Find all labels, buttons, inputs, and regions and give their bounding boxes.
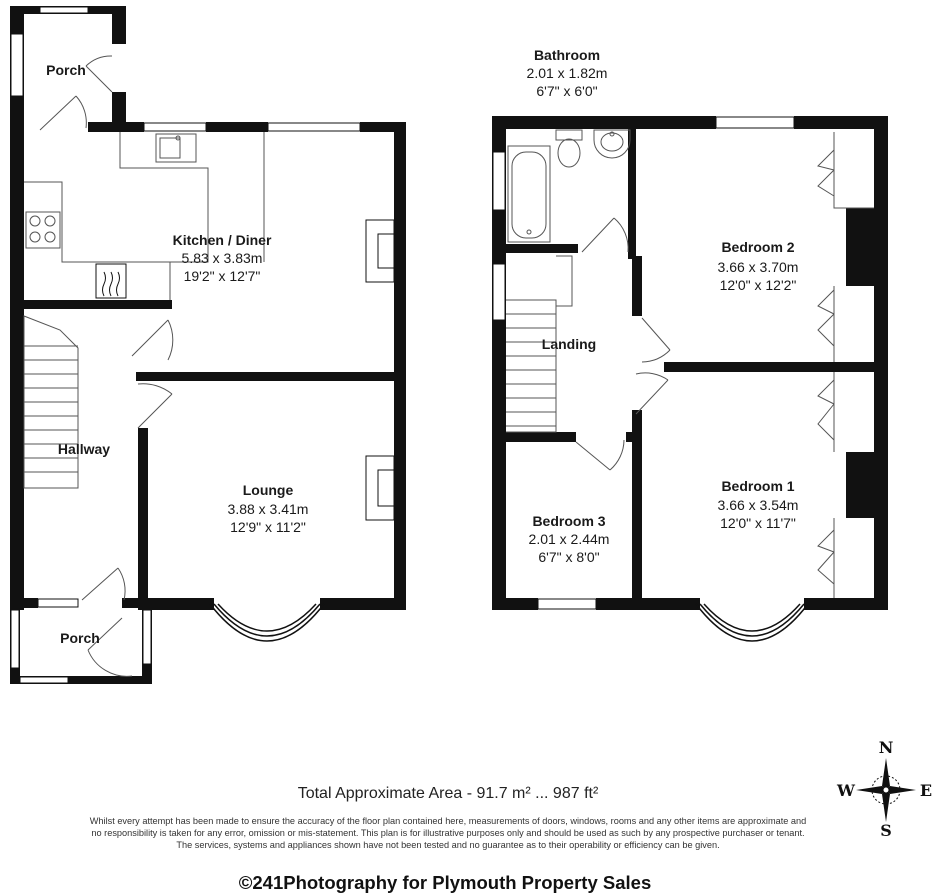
wall-landing-bed2 <box>632 256 642 316</box>
room-dim-metric-bedroom2: 3.66 x 3.70m <box>717 259 799 275</box>
wall-kitchen-top-b <box>206 122 268 132</box>
wall-bath-landing <box>506 244 578 253</box>
window <box>268 123 360 131</box>
room-name-bedroom3: Bedroom 3 <box>532 513 606 529</box>
compass-north-label: N <box>878 738 894 757</box>
window <box>40 7 88 13</box>
lounge-fireplace <box>366 456 394 520</box>
kitchen-fireplace <box>366 220 394 282</box>
room-dim-metric-bathroom: 2.01 x 1.82m <box>526 65 608 81</box>
room-name-landing: Landing <box>541 336 597 352</box>
door-bathroom <box>582 218 628 252</box>
window <box>144 123 206 131</box>
room-name-kitchen: Kitchen / Diner <box>172 232 272 248</box>
disclaimer <box>40 815 856 851</box>
room-name-bedroom1: Bedroom 1 <box>721 478 795 494</box>
wall-ff-top-b <box>794 116 888 129</box>
window <box>493 264 505 320</box>
wall-landing-bed3 <box>506 432 576 442</box>
wall-ff-bottom-c <box>804 598 888 610</box>
door-bedroom3 <box>576 440 624 470</box>
ground-floor <box>10 6 406 684</box>
door-bedroom1 <box>636 373 668 414</box>
window <box>11 610 19 668</box>
room-dim-imperial-bathroom: 6'7" x 6'0" <box>536 83 598 99</box>
window <box>716 117 794 128</box>
wall-ff-top-a <box>492 116 716 129</box>
wall-bed3-right-stub <box>626 432 642 442</box>
kitchen-worktop-lower <box>62 262 170 300</box>
room-dim-metric-bedroom3: 2.01 x 2.44m <box>528 531 610 547</box>
room-dim-imperial-bedroom3: 6'7" x 8'0" <box>538 549 600 565</box>
bedroom1-bay-window <box>696 604 808 641</box>
door-front-porch <box>88 618 132 676</box>
wall-kitchen-lounge <box>136 372 406 381</box>
room-dim-metric-kitchen: 5.83 x 3.83m <box>181 250 263 266</box>
total-area: Total Approximate Area - 91.7 m² ... 987 ft² <box>297 785 599 802</box>
wall-main-right <box>394 122 406 610</box>
room-dim-imperial-bedroom2: 12'0" x 12'2" <box>719 277 797 293</box>
room-name-bedroom2: Bedroom 2 <box>721 239 795 255</box>
window <box>143 610 151 664</box>
bath-tub <box>508 146 550 242</box>
disclaimer-line: no responsibility is taken for any error, omission or mis-statement. This plan is for illustrative purposes only and should be used as such by any prospective purchaser or tenant. <box>91 828 805 838</box>
door-porch-kitchen <box>40 96 86 130</box>
compass-west-label: W <box>837 781 855 800</box>
room-name-porch-rear: Porch <box>46 62 86 78</box>
wall-ff-bottom-a <box>492 598 538 610</box>
room-name-hallway: Hallway <box>57 441 111 457</box>
wall-hall-lounge <box>138 428 148 610</box>
window <box>20 677 68 683</box>
ground-fixtures <box>24 132 394 520</box>
disclaimer-line: Whilst every attempt has been made to ensure the accuracy of the floor plan contained here, measurements of doors, windows, rooms and any other items are approximate and <box>89 816 807 826</box>
compass-south-label: S <box>880 821 892 840</box>
room-name-lounge: Lounge <box>242 482 294 498</box>
room-dim-metric-bedroom1: 3.66 x 3.54m <box>717 497 799 513</box>
wall-main-left <box>10 122 24 610</box>
room-dim-imperial-kitchen: 19'2" x 12'7" <box>183 268 261 284</box>
wardrobe-bed2-top <box>834 132 874 208</box>
wall-ff-bottom-b <box>596 598 700 610</box>
wall-bed2-bed1 <box>664 362 888 372</box>
chimney-bed1 <box>846 452 874 518</box>
window <box>38 599 78 607</box>
disclaimer-line: The services, systems and appliances shown have not been tested and no guarantee as to their operability or efficiency can be given. <box>176 840 720 850</box>
room-dim-imperial-bedroom1: 12'0" x 11'7" <box>720 515 796 531</box>
wall-hall-kitchen <box>24 300 172 309</box>
photography-credit: ©241Photography for Plymouth Property Sales <box>238 872 652 893</box>
toilet <box>558 139 580 167</box>
room-dim-metric-lounge: 3.88 x 3.41m <box>227 501 309 517</box>
window <box>493 152 505 210</box>
room-name-bathroom: Bathroom <box>533 47 601 63</box>
ground-doors <box>40 56 173 676</box>
room-labels <box>46 47 798 646</box>
basin <box>594 130 630 158</box>
window <box>11 34 23 96</box>
lounge-bay-window <box>210 604 324 641</box>
boiler <box>96 264 126 298</box>
door-bedroom2 <box>642 318 670 362</box>
window <box>538 599 596 609</box>
door-hall-lounge <box>138 384 172 428</box>
door-front <box>82 568 125 600</box>
room-name-porch-front: Porch <box>60 630 100 646</box>
door-rear-porch <box>86 56 112 92</box>
chimney-bed2 <box>846 208 874 286</box>
door-hall-kitchen <box>132 320 173 360</box>
room-dim-imperial-lounge: 12'9" x 11'2" <box>230 519 306 535</box>
wall-bath-bed2 <box>628 129 636 259</box>
wall-rear-porch-right <box>112 6 126 44</box>
wall-kitchen-top-a <box>88 122 144 132</box>
wall-lounge-bottom-right <box>320 598 406 610</box>
compass-east-label: E <box>919 781 933 800</box>
